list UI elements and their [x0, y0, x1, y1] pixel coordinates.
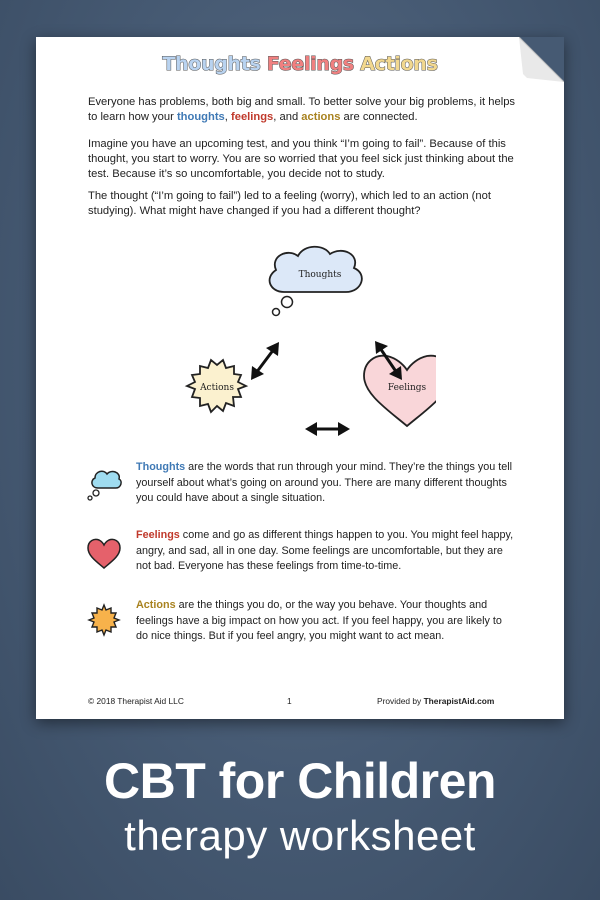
footer-provided-by — [377, 696, 494, 706]
arrow-actions-feelings — [305, 422, 350, 436]
burst-icon — [84, 600, 124, 640]
intro-end: are connected. — [340, 111, 418, 123]
footer-provided-label: Provided by — [377, 696, 424, 706]
cloud-icon — [84, 466, 124, 506]
worksheet-title — [36, 53, 564, 75]
footer-provider-link[interactable]: TherapistAid.com — [423, 696, 495, 706]
term-actions: Actions — [136, 599, 176, 611]
text-thoughts: are the words that run through your mind. They’re the things you tell yourself about what’s going on around you. There are many different thoughts you could have about a single situation. — [136, 461, 513, 504]
heart-icon — [84, 533, 124, 573]
section-actions — [136, 598, 516, 645]
worksheet-page — [36, 37, 564, 719]
banner-subtitle: therapy worksheet — [124, 812, 476, 859]
term-thoughts: Thoughts — [136, 461, 186, 473]
cbt-triangle-diagram — [166, 242, 436, 442]
text-feelings: come and go as different things happen to you. You might feel happy, angry, and sad, all in one day. Some feelings are uncomfortable, but they are not bad. Everyone has these feelings from time-to-time. — [136, 529, 514, 572]
text-actions: are the things you do, or the way you behave. Your thoughts and feelings have a big impact on how you act. If you feel happy, you are likely to do nice things. But if you feel angry, you might want to act mean. — [136, 599, 502, 642]
intro-paragraph-1 — [88, 95, 518, 125]
keyword-actions: actions — [301, 111, 341, 123]
banner-title: CBT for Children — [104, 753, 496, 809]
section-feelings — [136, 528, 516, 575]
diagram-label-feelings: Feelings — [387, 383, 427, 393]
title-actions: Actions — [360, 53, 438, 75]
intro-text: Everyone has problems, both big and small. To better solve your big problems, it helps to learn how your — [88, 96, 516, 123]
intro-and: , and — [273, 111, 302, 123]
title-feelings: Feelings — [266, 53, 354, 75]
term-feelings: Feelings — [136, 529, 180, 541]
footer-copyright: © 2018 Therapist Aid LLC — [88, 696, 184, 706]
intro-paragraph-3: The thought (“I’m going to fail”) led to a feeling (worry), which led to an action (not studying). What might have changed if you had a different thought? — [88, 190, 491, 217]
intro-separator: , — [224, 111, 231, 123]
thoughts-cloud — [270, 247, 362, 316]
keyword-feelings: feelings — [231, 111, 274, 123]
footer-page-number: 1 — [287, 696, 292, 706]
diagram-label-actions: Actions — [200, 383, 234, 393]
title-thoughts: Thoughts — [162, 53, 261, 75]
actions-burst — [187, 360, 246, 412]
section-thoughts — [136, 460, 516, 507]
arrow-thoughts-actions — [251, 342, 279, 380]
intro-paragraph-2: Imagine you have an upcoming test, and you think “I’m going to fail”. Because of this thought, you start to worry. You are so worried that you feel sick just thinking about the test. Because it’s so uncomfortable, you decide not to study. — [88, 138, 514, 180]
diagram-label-thoughts: Thoughts — [298, 270, 342, 280]
keyword-thoughts: thoughts — [176, 111, 225, 123]
feelings-heart — [364, 356, 436, 426]
